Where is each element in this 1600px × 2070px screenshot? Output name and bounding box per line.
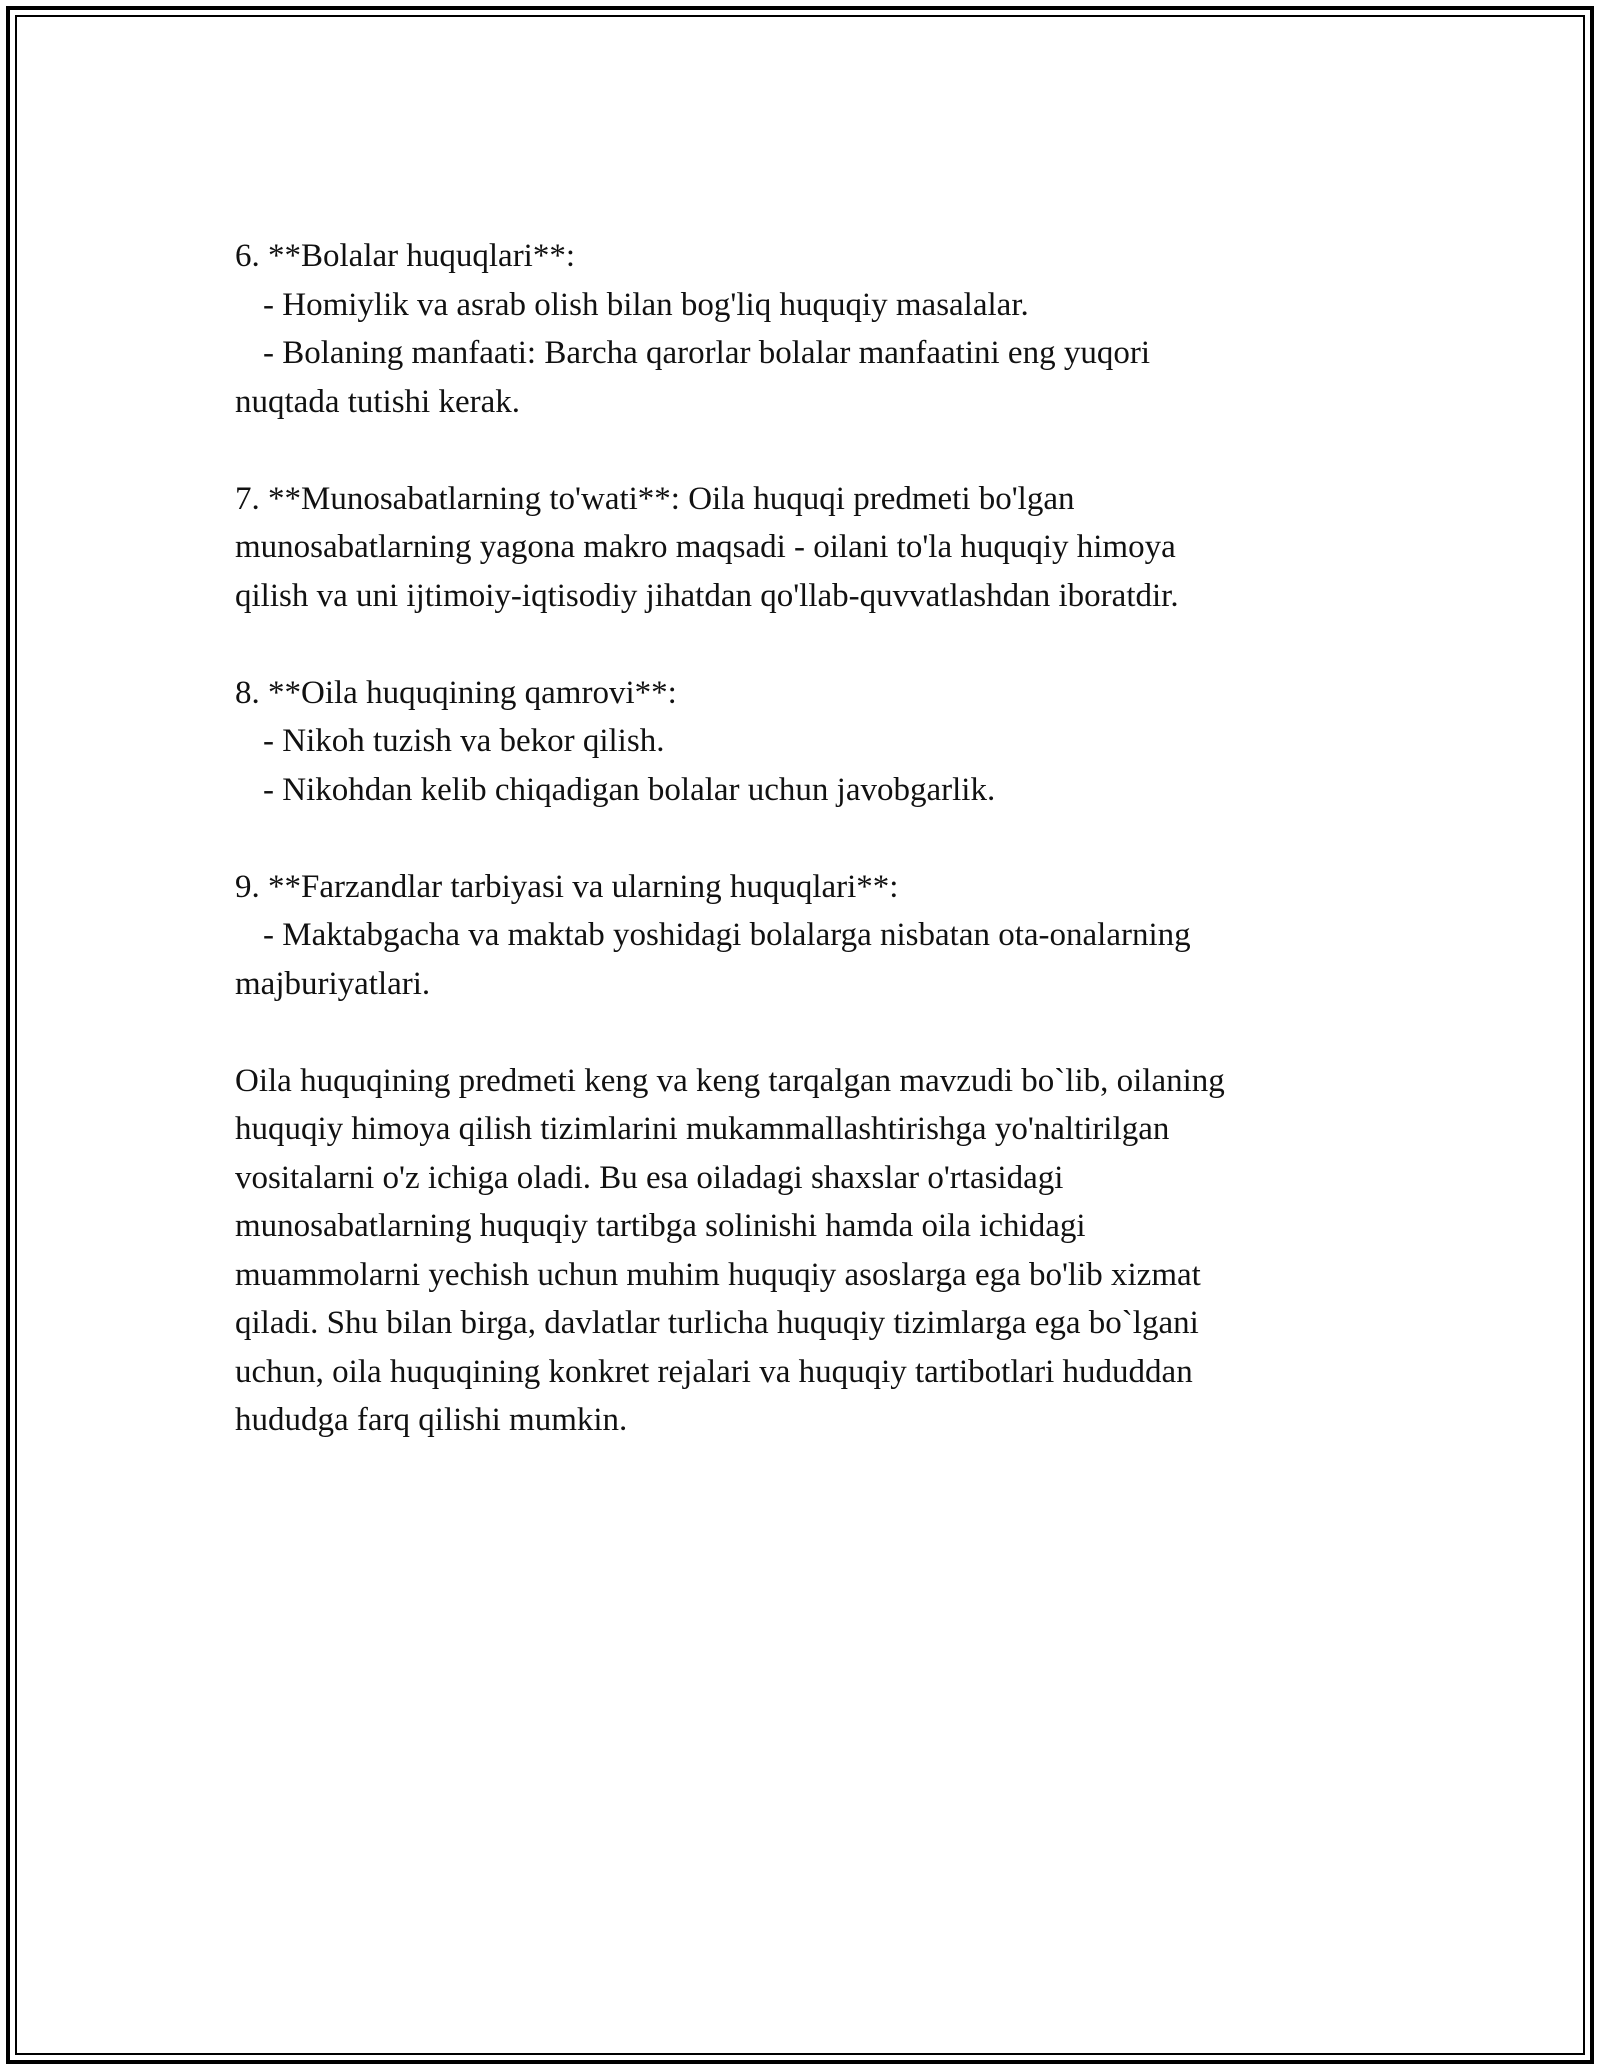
section-heading: 8. **Oila huquqining qamrovi**:: [235, 674, 677, 711]
list-item: - Bolaning manfaati: Barcha qarorlar bolalar manfaatini eng yuqori: [263, 335, 1150, 371]
list-item-continuation: majburiyatlari.: [235, 965, 431, 1002]
list-item: - Homiylik va asrab olish bilan bog'liq huquqiy masalalar.: [263, 286, 1029, 323]
paragraph-line: hududga farq qilishi mumkin.: [235, 1402, 628, 1438]
list-item: - Nikohdan kelib chiqadigan bolalar uchun javobgarlik.: [263, 771, 996, 808]
section-8: [235, 669, 1365, 815]
paragraph-line: Oila huquqining predmeti keng va keng tarqalgan mavzudi bo`lib, oilaning: [235, 1062, 1225, 1099]
section-6: [235, 232, 1365, 426]
paragraph-line: qiladi. Shu bilan birga, davlatlar turlicha huquqiy tizimlarga ega bo`lgani: [235, 1305, 1199, 1341]
conclusion-paragraph: [235, 1057, 1365, 1445]
list-item: - Maktabgacha va maktab yoshidagi bolalarga nisbatan ota-onalarning: [263, 917, 1191, 953]
paragraph-line: munosabatlarning huquqiy tartibga solinishi hamda oila ichidagi: [235, 1208, 1086, 1244]
section-7: [235, 475, 1365, 621]
list-item-continuation: nuqtada tutishi kerak.: [235, 383, 521, 420]
paragraph-line: uchun, oila huquqining konkret rejalari va huquqiy tartibotlari hududdan: [235, 1353, 1193, 1390]
paragraph-line: muammolarni yechish uchun muhim huquqiy asoslarga ega bo'lib xizmat: [235, 1256, 1201, 1293]
paragraph-line: qilish va uni ijtimoiy-iqtisodiy jihatdan qo'llab-quvvatlashdan iboratdir.: [235, 577, 1179, 614]
paragraph-line: 7. **Munosabatlarning to'wati**: Oila huquqi predmeti bo'lgan: [235, 480, 1075, 517]
section-9: [235, 863, 1365, 1009]
paragraph-line: vositalarni o'z ichiga oladi. Bu esa oiladagi shaxslar o'rtasidagi: [235, 1159, 1064, 1196]
paragraph-line: munosabatlarning yagona makro maqsadi - oilani to'la huquqiy himoya: [235, 529, 1176, 565]
section-heading: 6. **Bolalar huquqlari**:: [235, 238, 576, 274]
paragraph-line: huquqiy himoya qilish tizimlarini mukammallashtirishga yo'naltirilgan: [235, 1111, 1170, 1147]
list-item: - Nikoh tuzish va bekor qilish.: [263, 723, 665, 759]
section-heading: 9. **Farzandlar tarbiyasi va ularning huquqlari**:: [235, 868, 899, 905]
document-body: [235, 232, 1365, 1493]
